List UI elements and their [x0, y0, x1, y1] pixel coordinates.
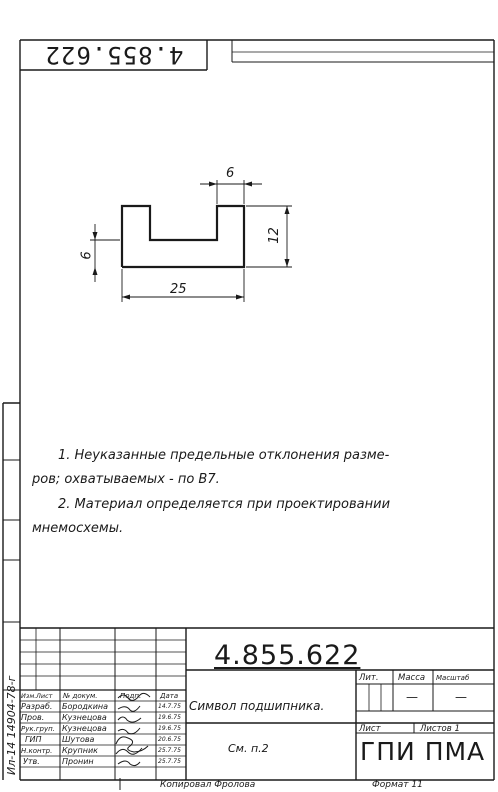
doc-title: Символ подшипника.	[189, 699, 325, 713]
dim-left-label: 6	[79, 251, 95, 260]
rev-header-date: Дата	[160, 692, 179, 700]
row-date: 19.6.75	[158, 725, 181, 732]
mass-header: Масса	[398, 673, 426, 683]
top-stamp-number: 4.855.622	[44, 41, 184, 69]
row-name: Шутова	[62, 735, 95, 744]
row-date: 25.7.75	[158, 758, 181, 765]
part-profile	[122, 206, 244, 267]
sheet-ref: См. п.2	[228, 742, 269, 755]
row-date: 20.6.75	[158, 736, 181, 743]
format-label: Формат 11	[372, 780, 423, 790]
copied-by: Копировал Фролова	[160, 780, 256, 790]
row-role: Рук.груп.	[21, 725, 55, 733]
row-name: Кузнецова	[62, 713, 107, 722]
doc-number: 4.855.622	[214, 640, 361, 671]
row-role: Утв.	[23, 757, 40, 766]
rev-header-list: Лист	[36, 692, 53, 700]
rev-header-izm: Изм.	[21, 692, 37, 700]
row-name: Бородкина	[62, 702, 109, 711]
note-line-4: мнемосхемы.	[32, 521, 124, 536]
dim-bottom-label: 25	[170, 282, 187, 297]
row-date: 19.6.75	[158, 714, 181, 721]
sheet-header: Лист	[359, 724, 381, 734]
scale-value: —	[455, 690, 467, 704]
mass-value: —	[406, 690, 418, 704]
dim-right-label: 12	[266, 227, 282, 244]
rev-header-sign: Подп.	[120, 692, 142, 700]
lit-header: Лит.	[359, 673, 379, 683]
rev-header-doc: № докум.	[63, 692, 98, 700]
note-line-2: ров; охватываемых - по В7.	[32, 472, 220, 487]
scale-header: Масштаб	[436, 674, 470, 682]
row-role: ГИП	[25, 735, 42, 744]
row-name: Кузнецова	[62, 724, 107, 733]
note-line-3: 2. Материал определяется при проектировании	[58, 497, 391, 512]
signatures	[116, 693, 150, 765]
row-date: 14.7.75	[158, 703, 181, 710]
left-margin-text: Ил-14 14904-78-г	[5, 675, 18, 775]
row-role: Разраб.	[21, 702, 53, 711]
sheets-header: Листов 1	[420, 724, 460, 734]
row-role: Пров.	[21, 713, 45, 722]
dim-top-label: 6	[226, 166, 235, 181]
row-name: Пронин	[62, 757, 94, 766]
row-date: 25.7.75	[158, 747, 181, 754]
row-name: Крупник	[62, 746, 98, 755]
note-line-1: 1. Неуказанные предельные отклонения разме-	[58, 448, 390, 463]
row-role: Н.контр.	[21, 747, 53, 755]
org-name: ГПИ ПМА	[360, 737, 486, 766]
